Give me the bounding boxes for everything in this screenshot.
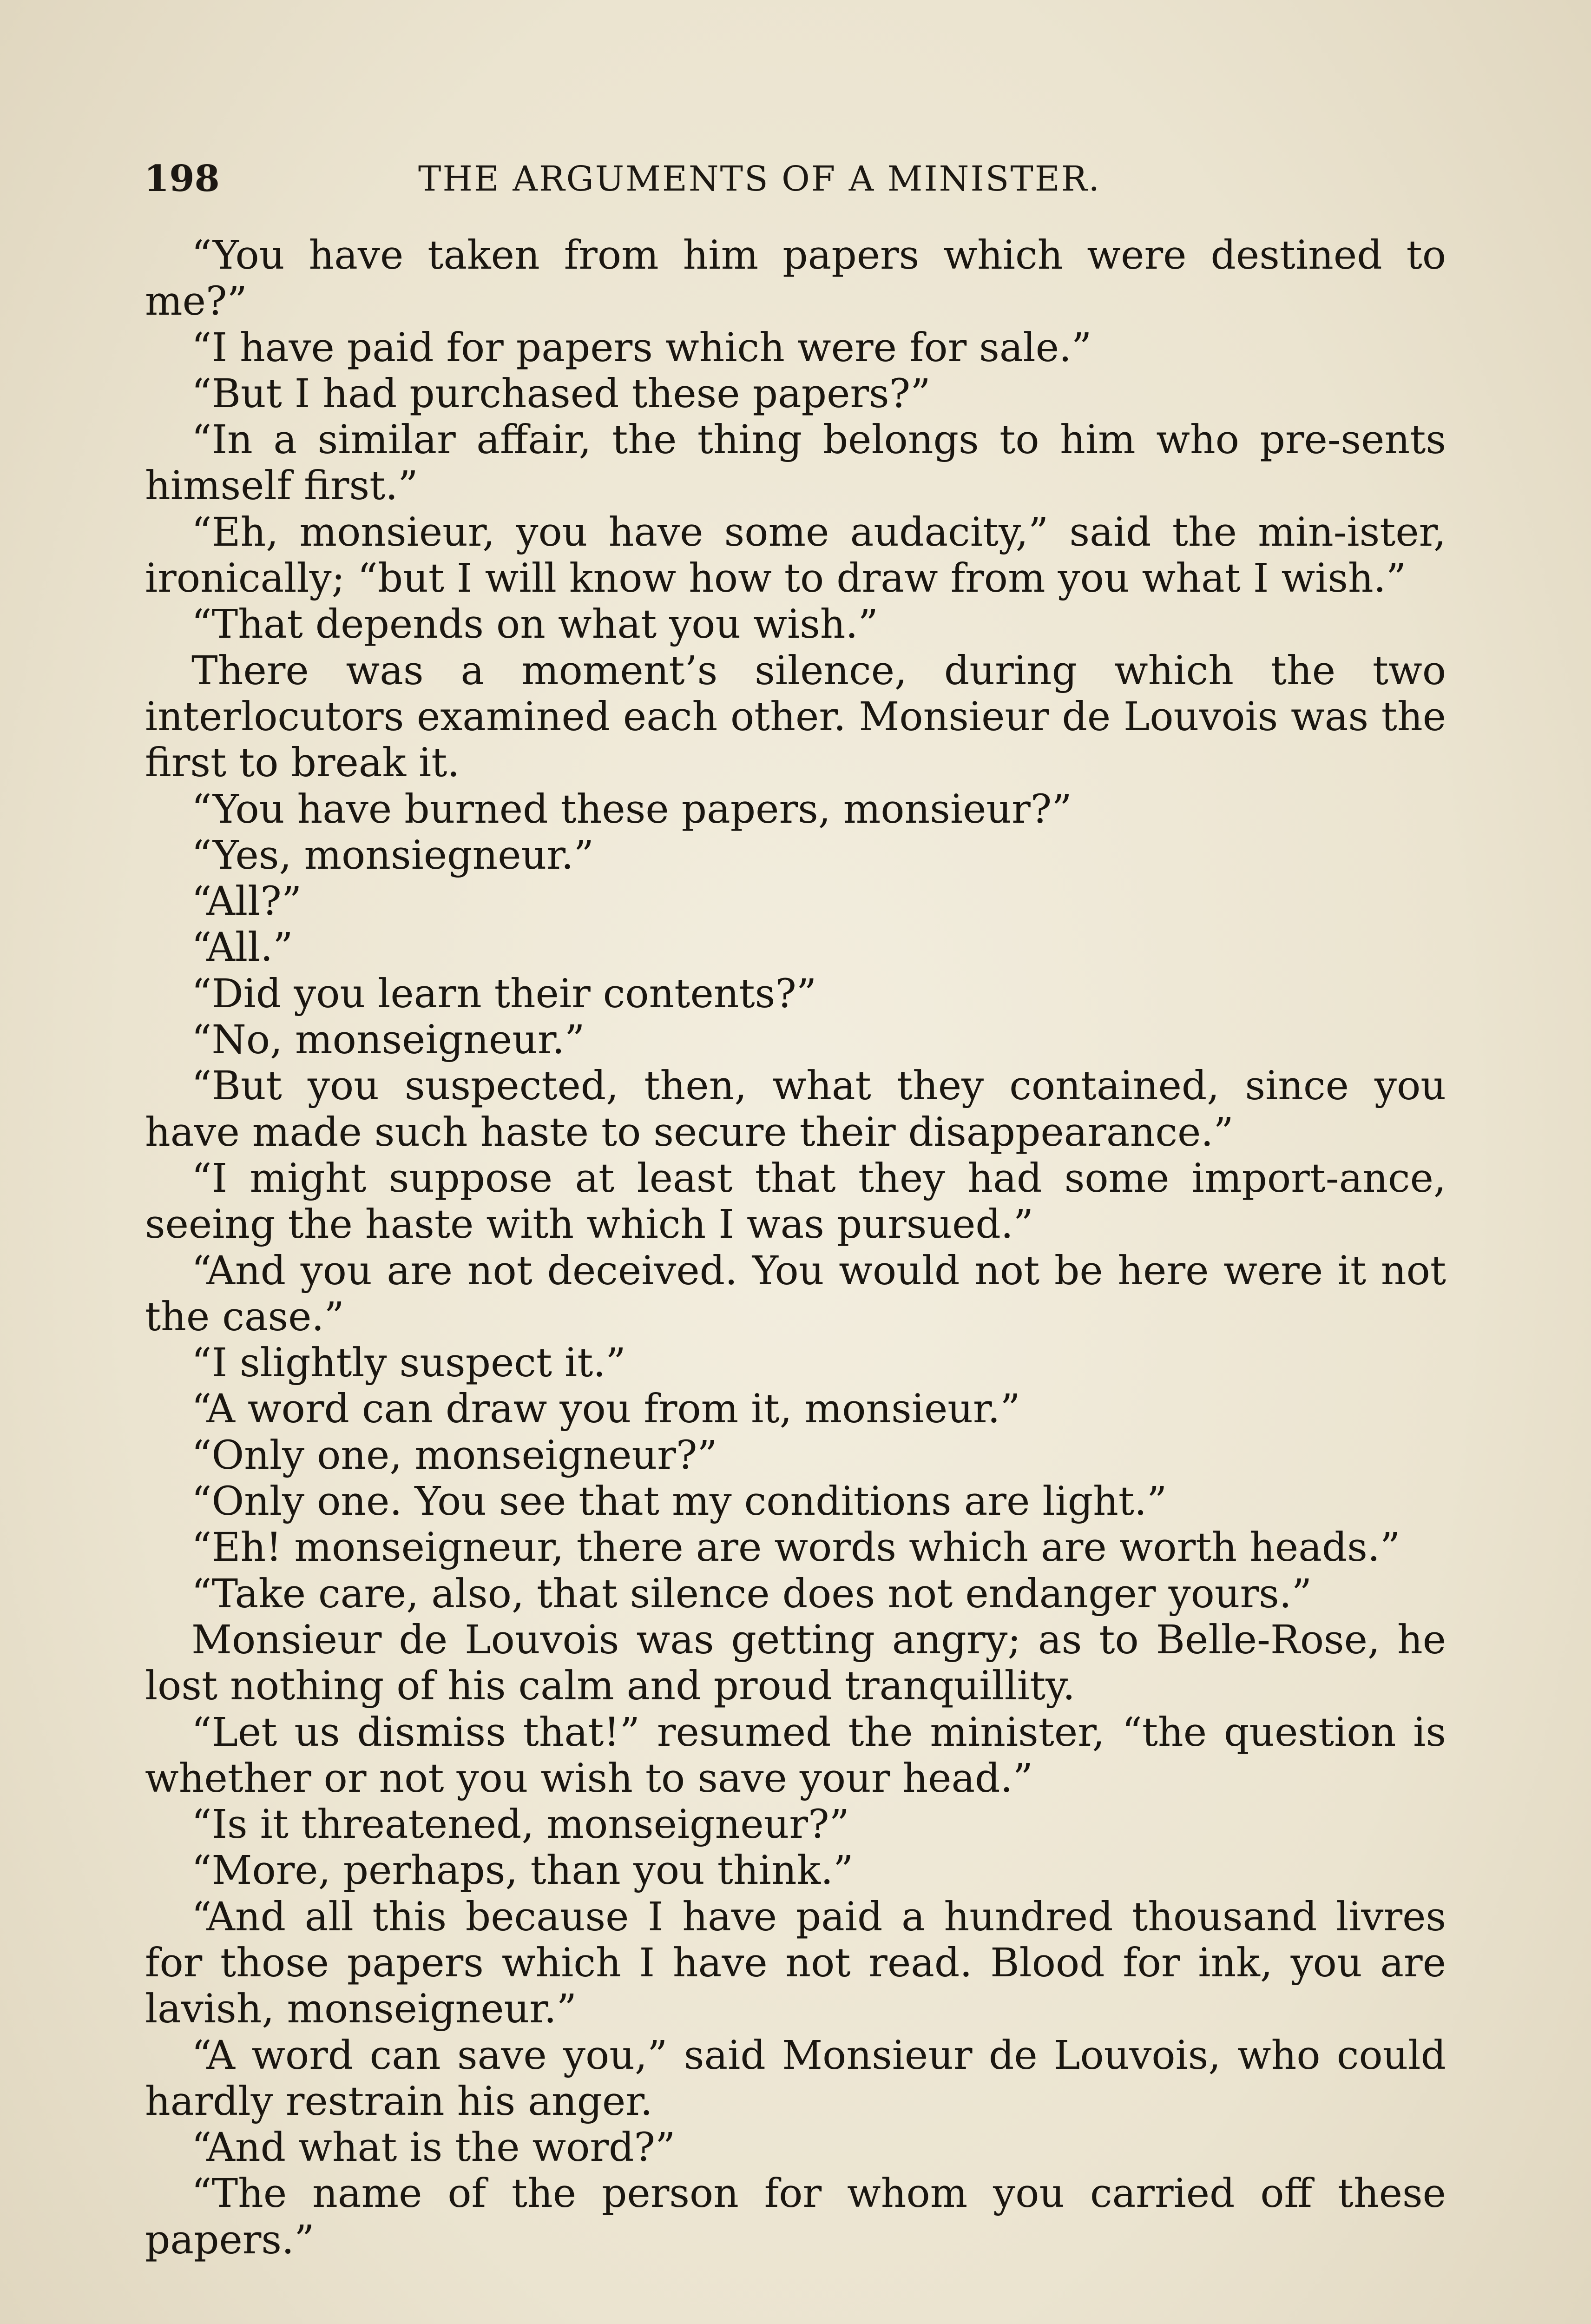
paragraph: Monsieur de Louvois was getting angry; as to Belle-Rose, he lost nothing of his calm and proud tranquillity. xyxy=(145,1617,1446,1710)
paragraph: “And what is the word?” xyxy=(191,2125,676,2171)
paragraph: “But you suspected, then, what they contained, since you have made such haste to secure their disappearance.” xyxy=(145,1063,1446,1155)
paragraph: “Only one. You see that my conditions are light.” xyxy=(191,1479,1167,1525)
body-text xyxy=(145,232,1446,2263)
paragraph: “Take care, also, that silence does not endanger yours.” xyxy=(191,1571,1312,1617)
paragraph: “I might suppose at least that they had some import-ance, seeing the haste with which I was pursued.” xyxy=(145,1155,1446,1248)
paragraph: “Eh! monseigneur, there are words which are worth heads.” xyxy=(191,1525,1400,1571)
page-header xyxy=(144,153,1445,205)
paragraph: “More, perhaps, than you think.” xyxy=(191,1848,854,1894)
paragraph: “And you are not deceived. You would not be here were it not the case.” xyxy=(145,1248,1446,1340)
paragraph: “All.” xyxy=(191,924,293,971)
paragraph: “Let us dismiss that!” resumed the minister, “the question is whether or not you wish to save your head.” xyxy=(145,1709,1446,1802)
paragraph: “No, monseigneur.” xyxy=(191,1017,585,1063)
paragraph: “That depends on what you wish.” xyxy=(191,601,878,648)
paragraph: “And all this because I have paid a hundred thousand livres for those papers which I have not read. Blood for ink, you are lavish, monseigneur.” xyxy=(145,1894,1446,2033)
paragraph: “I slightly suspect it.” xyxy=(191,1340,626,1386)
paragraph: “You have taken from him papers which were destined to me?” xyxy=(145,232,1446,325)
paragraph: “The name of the person for whom you carried off these papers.” xyxy=(145,2171,1446,2263)
paragraph: “All?” xyxy=(191,878,302,925)
paragraph: “Yes, monsiegneur.” xyxy=(191,832,594,878)
paragraph: “Did you learn their contents?” xyxy=(191,971,817,1017)
paragraph: “Only one, monseigneur?” xyxy=(191,1432,717,1479)
paragraph: “You have burned these papers, monsieur?” xyxy=(191,786,1072,832)
page-number: 198 xyxy=(144,158,220,200)
paragraph: “In a similar affair, the thing belongs to him who pre-sents himself first.” xyxy=(145,417,1446,509)
paragraph: “I have paid for papers which were for sale.” xyxy=(191,324,1092,371)
running-title: THE ARGUMENTS OF A MINISTER. xyxy=(418,159,1101,199)
paragraph: There was a moment’s silence, during which the two interlocutors examined each other. Monsieur de Louvois was the first to break it. xyxy=(145,647,1446,786)
paragraph: “Is it threatened, monseigneur?” xyxy=(191,1802,849,1848)
paragraph: “But I had purchased these papers?” xyxy=(191,370,931,417)
paragraph: “A word can draw you from it, monsieur.” xyxy=(191,1386,1020,1433)
paragraph: “A word can save you,” said Monsieur de Louvois, who could hardly restrain his anger. xyxy=(145,2032,1446,2125)
paragraph: “Eh, monsieur, you have some audacity,” said the min-ister, ironically; “but I will know how to draw from you what I wish.” xyxy=(145,509,1446,602)
